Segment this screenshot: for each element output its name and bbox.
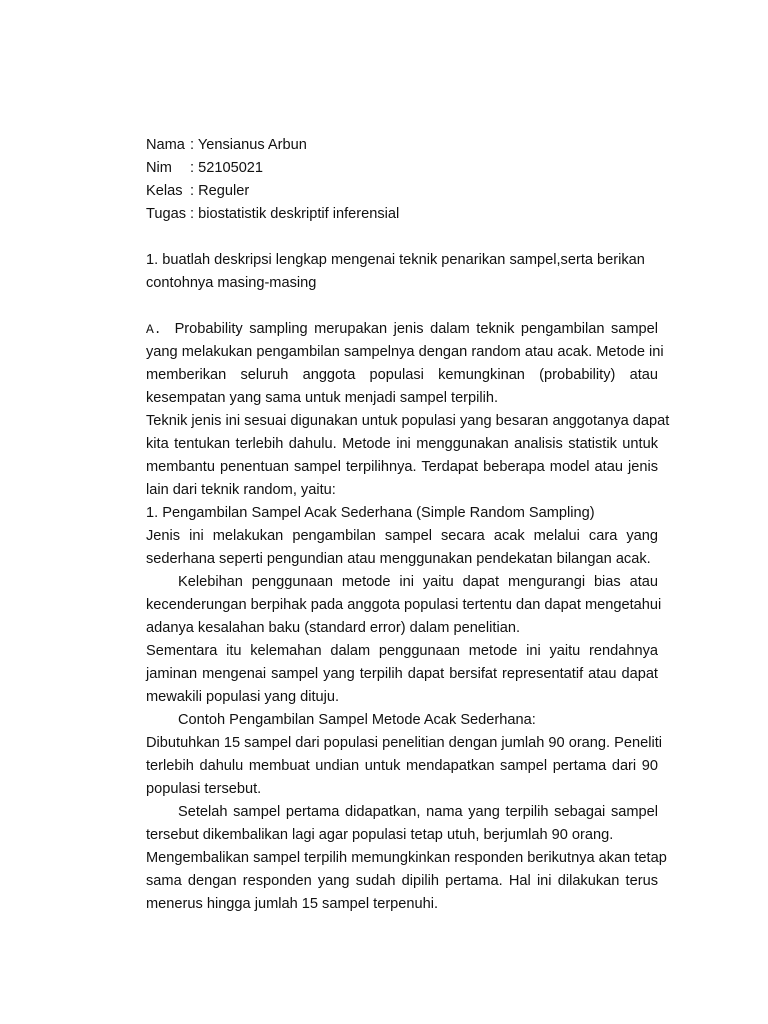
body-line: Kelebihan penggunaan metode ini yaitu dapat mengurangi bias atau	[178, 574, 658, 590]
body-line: kesempatan yang sama untuk menjadi sampel terpilih.	[146, 390, 499, 406]
body-line: menerus hingga jumlah 15 sampel terpenuhi.	[146, 896, 439, 912]
body-line: adanya kesalahan baku (standard error) dalam penelitian.	[146, 620, 520, 636]
body-line: Jenis ini melakukan pengambilan sampel secara acak melalui cara yang	[146, 528, 658, 544]
body-line: yang melakukan pengambilan sampelnya dengan random atau acak. Metode ini	[146, 344, 664, 360]
body-line: tersebut dikembalikan lagi agar populasi tetap utuh, berjumlah 90 orang.	[146, 827, 614, 843]
body-line: sederhana seperti pengundian atau menggunakan pendekatan bilangan acak.	[146, 551, 651, 567]
body-line: mewakili populasi yang dituju.	[146, 689, 340, 705]
body-line: Sementara itu kelemahan dalam penggunaan metode ini yaitu rendahnya	[146, 643, 658, 659]
task-value: : biostatistik deskriptif inferensial	[190, 206, 400, 222]
body-line: Dibutuhkan 15 sampel dari populasi penelitian dengan jumlah 90 orang. Peneliti	[146, 735, 662, 751]
nim-label: Nim	[146, 160, 172, 176]
nim-row	[146, 157, 399, 180]
body-line: jaminan mengenai sampel yang terpilih dapat bersifat representatif atau dapat	[146, 666, 658, 682]
body-line: memberikan seluruh anggota populasi kemungkinan (probability) atau	[146, 367, 658, 383]
class-label: Kelas	[146, 183, 183, 199]
task-label: Tugas	[146, 206, 187, 222]
body-line: lain dari teknik random, yaitu:	[146, 482, 336, 498]
student-info	[146, 134, 399, 226]
answer-marker: A.	[146, 322, 162, 337]
body-line: terlebih dahulu membuat undian untuk mendapatkan sampel pertama dari 90	[146, 758, 658, 774]
name-value: : Yensianus Arbun	[190, 137, 307, 153]
name-row	[146, 134, 399, 157]
body-line: Setelah sampel pertama didapatkan, nama yang terpilih sebagai sampel	[178, 804, 658, 820]
body-line: kecenderungan berpihak pada anggota populasi tertentu dan dapat mengetahui	[146, 597, 662, 613]
name-label: Nama	[146, 137, 185, 153]
body-line: A. Probability sampling merupakan jenis dalam teknik pengambilan sampel	[146, 321, 659, 337]
task-row	[146, 203, 399, 226]
body-line: Mengembalikan sampel terpilih memungkinkan responden berikutnya akan tetap	[146, 850, 667, 866]
body-line: sama dengan responden yang sudah dipilih pertama. Hal ini dilakukan terus	[146, 873, 658, 889]
body-line: Contoh Pengambilan Sampel Metode Acak Sederhana:	[178, 712, 536, 728]
body-line: Teknik jenis ini sesuai digunakan untuk populasi yang besaran anggotanya dapat	[146, 413, 670, 429]
body-line: 1. Pengambilan Sampel Acak Sederhana (Simple Random Sampling)	[146, 505, 595, 521]
question-line: 1. buatlah deskripsi lengkap mengenai teknik penarikan sampel,serta berikan	[146, 252, 645, 268]
body-line: populasi tersebut.	[146, 781, 262, 797]
class-value: : Reguler	[190, 183, 250, 199]
question-line: contohnya masing-masing	[146, 275, 317, 291]
body-line: membantu penentuan sampel terpilihnya. Terdapat beberapa model atau jenis	[146, 459, 658, 475]
body-line: kita tentukan terlebih dahulu. Metode ini menggunakan analisis statistik untuk	[146, 436, 658, 452]
class-row	[146, 180, 399, 203]
nim-value: : 52105021	[190, 160, 264, 176]
question	[146, 249, 658, 295]
answer-body	[146, 318, 670, 916]
